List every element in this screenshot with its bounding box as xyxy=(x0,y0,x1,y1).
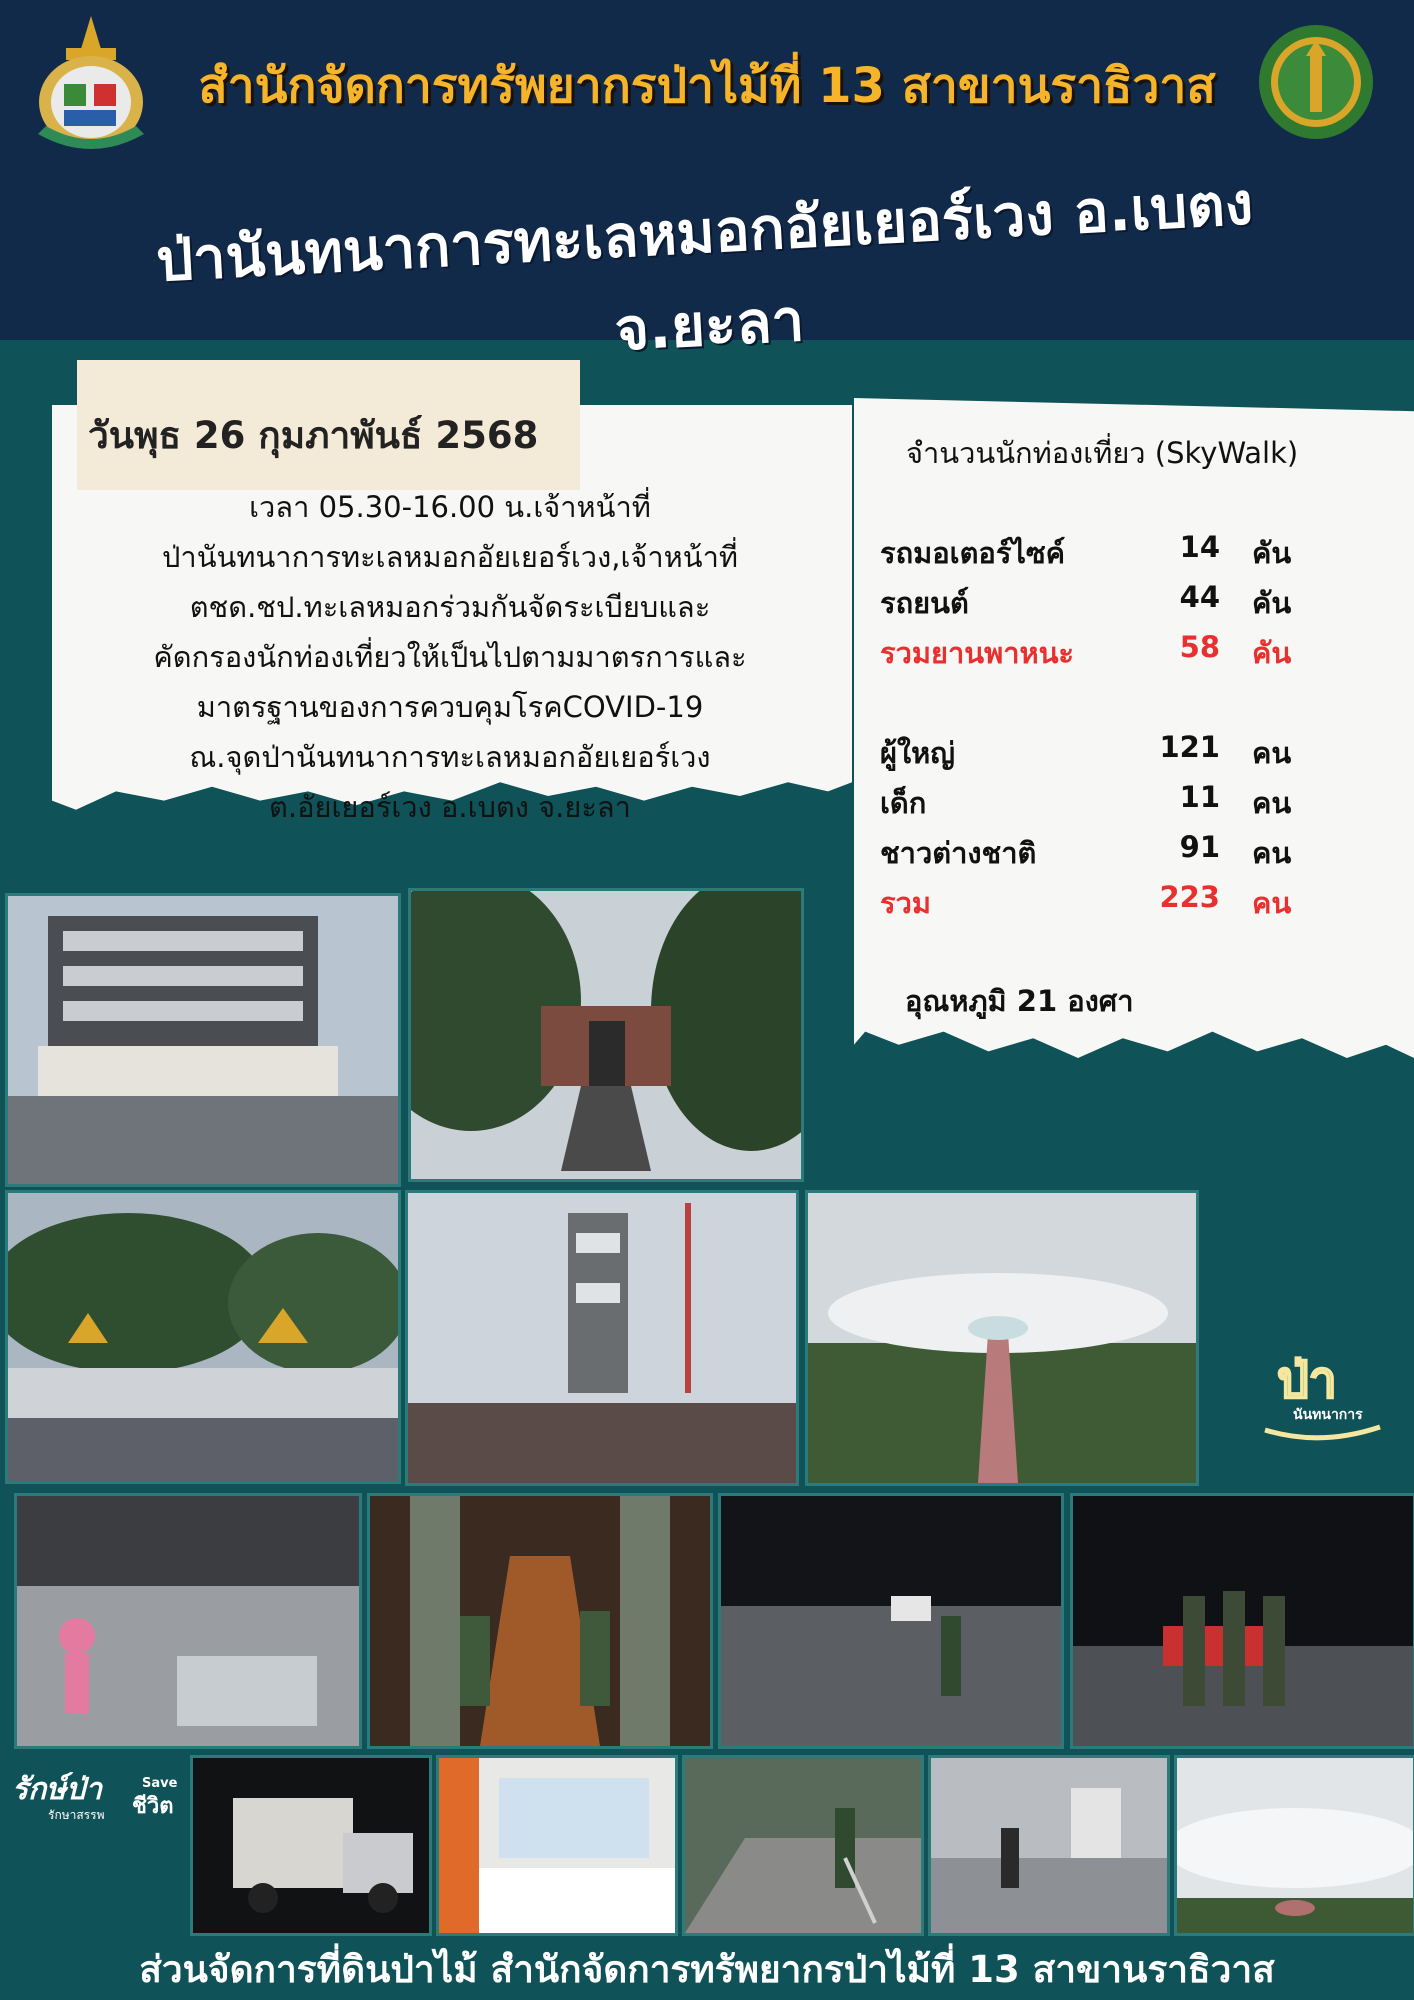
stat-label: เด็ก xyxy=(880,786,927,820)
stats-heading: จำนวนนักท่องเที่ยว (SkyWalk) xyxy=(906,436,1299,470)
recreation-forest-logo-icon xyxy=(1255,1335,1390,1450)
badge-left-save: Save xyxy=(142,1776,178,1791)
mopping-photo-icon xyxy=(931,1758,1167,1933)
stat-unit: คัน xyxy=(1252,586,1292,620)
photo-skywalk-tower xyxy=(405,1190,799,1486)
wooden-tower-photo-icon xyxy=(411,891,801,1179)
sea-of-fog-photo-icon xyxy=(1177,1758,1413,1933)
badge-left-text: รักษ์ป่า xyxy=(12,1772,102,1807)
photo-skywalk-mist xyxy=(805,1190,1199,1486)
stat-row-car xyxy=(880,580,1340,620)
save-forest-logo xyxy=(8,1765,188,1825)
description-line: เวลา 05.30-16.00 น.เจ้าหน้าที่ xyxy=(249,490,651,524)
stat-label: รถยนต์ xyxy=(880,586,969,620)
stat-label: รวมยานพาหนะ xyxy=(880,636,1074,670)
building-photo-icon xyxy=(8,896,398,1184)
stat-value: 121 xyxy=(1159,730,1220,764)
stat-row-foreigners xyxy=(880,830,1340,870)
stat-unit: คน xyxy=(1252,836,1292,870)
stats-paper xyxy=(854,398,1414,1058)
header-banner xyxy=(0,0,1414,364)
description-line: มาตรฐานของการควบคุมโรคCOVID-19 xyxy=(196,690,704,724)
photo-night-road xyxy=(718,1493,1064,1749)
badge-left-small: รักษาสรรพ xyxy=(48,1808,105,1822)
stat-unit: คน xyxy=(1252,736,1292,770)
footer-text: ส่วนจัดการที่ดินป่าไม้ สำนักจัดการทรัพยากรป่าไม้ที่ 13 สาขานราธิวาส xyxy=(139,1948,1275,1991)
photo-truck xyxy=(190,1755,432,1936)
photo-night-checkpoint xyxy=(1070,1493,1414,1749)
stat-value: 44 xyxy=(1179,580,1220,614)
stat-row-adults xyxy=(880,730,1340,770)
stat-value: 14 xyxy=(1179,530,1220,564)
description-line: คัดกรองนักท่องเที่ยวให้เป็นไปตามมาตรการและ xyxy=(153,640,747,674)
skywalk-mist-photo-icon xyxy=(808,1193,1196,1483)
stat-label: ชาวต่างชาติ xyxy=(880,836,1037,870)
stat-unit: คัน xyxy=(1252,536,1292,570)
corridor-photo-icon xyxy=(370,1496,710,1746)
photo-corridor xyxy=(367,1493,713,1749)
garden-sculpture-photo-icon xyxy=(8,1193,398,1481)
description-line: ตชด.ชป.ทะเลหมอกร่วมกันจัดระเบียบและ xyxy=(189,590,711,624)
photo-sea-of-fog xyxy=(1174,1755,1414,1936)
royal-forest-emblem-icon xyxy=(26,14,156,162)
royal-forest-department-seal-icon xyxy=(1256,22,1376,142)
stat-row-children xyxy=(880,780,1340,820)
stat-value: 223 xyxy=(1159,880,1220,914)
report-date: วันพุธ 26 กุมภาพันธ์ 2568 xyxy=(88,414,539,457)
skywalk-tower-photo-icon xyxy=(408,1193,796,1483)
photo-sweeping xyxy=(682,1755,924,1936)
sweeping-photo-icon xyxy=(685,1758,921,1933)
stat-unit: คัน xyxy=(1252,636,1292,670)
stat-row-motorcycle xyxy=(880,530,1340,570)
photo-turnstile xyxy=(14,1493,362,1749)
description-line: ต.อัยเยอร์เวง อ.เบตง จ.ยะลา xyxy=(269,790,631,824)
photo-ticket-counter xyxy=(436,1755,678,1936)
photo-garden-sculpture xyxy=(5,1190,401,1484)
stat-row-people-total xyxy=(880,880,1340,920)
turnstile-photo-icon xyxy=(17,1496,359,1746)
stat-row-vehicle-total xyxy=(880,630,1340,670)
stat-label: ผู้ใหญ่ xyxy=(880,736,955,770)
recreation-forest-logo xyxy=(1255,1335,1390,1450)
stat-unit: คน xyxy=(1252,886,1292,920)
temperature: อุณหภูมิ 21 องศา xyxy=(905,984,1134,1018)
description-line: ณ.จุดป่านันทนาการทะเลหมอกอัยเยอร์เวง xyxy=(189,740,711,774)
night-road-photo-icon xyxy=(721,1496,1061,1746)
stat-value: 58 xyxy=(1179,630,1220,664)
stat-unit: คน xyxy=(1252,786,1292,820)
save-forest-logo-icon xyxy=(8,1765,188,1825)
description-line: ป่านันทนาการทะเลหมอกอัยเยอร์เวง,เจ้าหน้าที่ xyxy=(162,540,738,574)
photo-mopping xyxy=(928,1755,1170,1936)
photo-wooden-tower xyxy=(408,888,804,1182)
report-description xyxy=(70,482,830,832)
badge-right-small: นันทนาการ xyxy=(1293,1407,1363,1423)
ticket-counter-photo-icon xyxy=(439,1758,675,1933)
stat-value: 11 xyxy=(1179,780,1220,814)
stat-label: รวม xyxy=(880,886,931,920)
stat-label: รถมอเตอร์ไซค์ xyxy=(880,536,1066,570)
truck-photo-icon xyxy=(193,1758,429,1933)
night-checkpoint-photo-icon xyxy=(1073,1496,1413,1746)
page-title: สำนักจัดการทรัพยากรป่าไม้ที่ 13 สาขานราธิวาส xyxy=(198,58,1216,114)
photo-building xyxy=(5,893,401,1187)
stat-value: 91 xyxy=(1179,830,1220,864)
page-subtitle: ป่านันทนาการทะเลหมอกอัยเยอร์เวง อ.เบตง จ.ยะลา xyxy=(154,169,1255,364)
badge-left-life: ชีวิต xyxy=(132,1794,174,1819)
badge-right-text: ป่า xyxy=(1277,1351,1337,1409)
